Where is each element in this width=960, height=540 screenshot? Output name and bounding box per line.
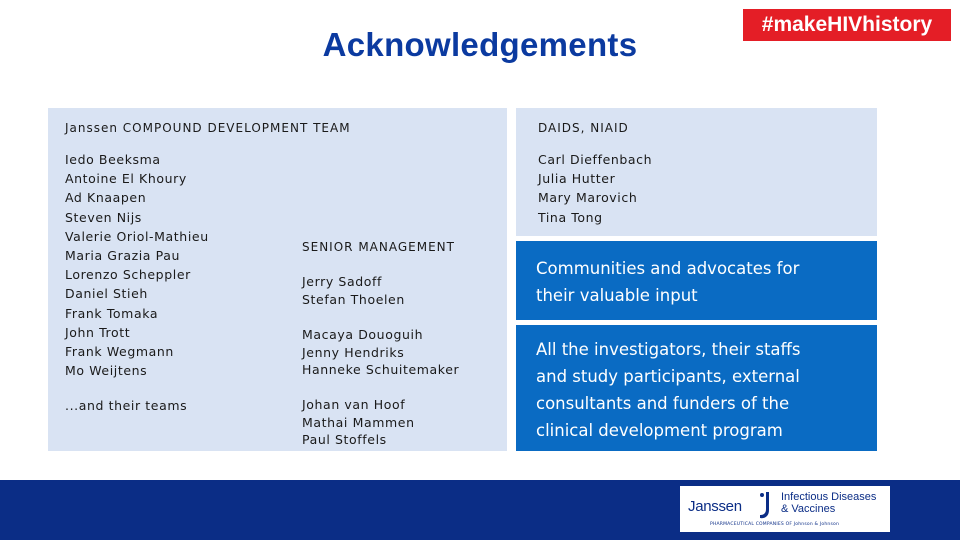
list-item: Mo Weijtens bbox=[65, 363, 148, 379]
daids-heading: DAIDS, NIAID bbox=[538, 121, 629, 135]
list-item: Ad Knaapen bbox=[65, 190, 147, 206]
list-item: Julia Hutter bbox=[538, 171, 616, 187]
list-item: Hanneke Schuitemaker bbox=[302, 362, 460, 378]
communities-box bbox=[516, 241, 877, 320]
list-item: John Trott bbox=[65, 324, 131, 340]
list-item: Macaya Douoguih bbox=[302, 327, 424, 342]
list-item: Iedo Beeksma bbox=[65, 152, 161, 167]
senior-management-group-3 bbox=[302, 396, 415, 449]
list-item: Stefan Thoelen bbox=[302, 291, 405, 307]
janssen-team-footer: ...and their teams bbox=[65, 398, 188, 413]
janssen-logo bbox=[680, 486, 890, 532]
list-item: Valerie Oriol-Mathieu bbox=[65, 228, 209, 244]
list-item: Mary Marovich bbox=[538, 190, 638, 206]
logo-division: Infectious Diseases & Vaccines bbox=[781, 491, 877, 515]
list-item: Carl Dieffenbach bbox=[538, 152, 653, 167]
investigators-line: and study participants, external bbox=[536, 367, 800, 386]
list-item: Johan van Hoof bbox=[302, 397, 406, 412]
janssen-team-heading: Janssen COMPOUND DEVELOPMENT TEAM bbox=[65, 121, 351, 135]
senior-management-group-1 bbox=[302, 273, 405, 308]
list-item: Frank Tomaka bbox=[65, 305, 159, 321]
list-item: Jerry Sadoff bbox=[302, 274, 382, 289]
janssen-team-panel bbox=[48, 108, 507, 451]
page-title: Acknowledgements bbox=[322, 26, 638, 63]
list-item: Paul Stoffels bbox=[302, 432, 387, 448]
investigators-line: All the investigators, their staffs bbox=[536, 340, 801, 359]
investigators-line: clinical development program bbox=[536, 421, 783, 440]
list-item: Daniel Stieh bbox=[65, 286, 148, 302]
list-item: Antoine El Khoury bbox=[65, 171, 187, 187]
investigators-box bbox=[516, 325, 877, 451]
logo-brand: Janssen bbox=[688, 498, 742, 515]
list-item: Steven Nijs bbox=[65, 209, 142, 225]
logo-tagline: PHARMACEUTICAL COMPANIES OF Johnson & Johnson bbox=[710, 522, 839, 527]
senior-management-group-2 bbox=[302, 326, 459, 379]
communities-line: their valuable input bbox=[536, 286, 698, 305]
list-item: Maria Grazia Pau bbox=[65, 248, 181, 264]
list-item: Frank Wegmann bbox=[65, 344, 174, 360]
daids-list bbox=[538, 150, 652, 227]
janssen-j-icon bbox=[757, 490, 773, 520]
hashtag-banner: #makeHIVhistory bbox=[743, 9, 951, 41]
list-item: Mathai Mammen bbox=[302, 414, 415, 430]
communities-line: Communities and advocates for bbox=[536, 259, 800, 278]
list-item: Tina Tong bbox=[538, 209, 603, 225]
daids-panel bbox=[516, 108, 877, 236]
janssen-team-list bbox=[65, 150, 209, 380]
list-item: Lorenzo Scheppler bbox=[65, 267, 191, 283]
senior-management-heading: SENIOR MANAGEMENT bbox=[302, 240, 455, 254]
list-item: Jenny Hendriks bbox=[302, 344, 405, 360]
investigators-line: consultants and funders of the bbox=[536, 394, 790, 413]
